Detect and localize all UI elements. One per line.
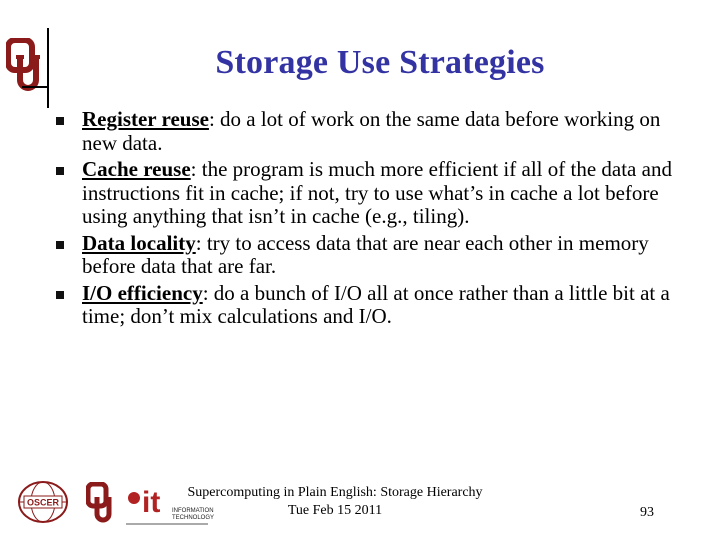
bullet-term: Cache reuse	[82, 157, 191, 181]
bullet-text: : the program is much more efficient if all of the data and instructions fit in cache; if not, try to use what’s in cache a lot before using anything that isn’t in cache (e.g., tiling).	[82, 157, 672, 228]
bullet-text: : try to access data that are near each other in memory before data that are far.	[82, 230, 649, 278]
bullet-term: Register reuse	[82, 107, 209, 131]
oscer-logo-icon	[16, 478, 70, 526]
bullet-marker-icon	[56, 241, 64, 249]
slide-title: Storage Use Strategies	[215, 44, 545, 81]
footer-date: Tue Feb 15 2011	[287, 503, 383, 518]
bullet-item	[52, 232, 672, 279]
bullet-marker-icon	[56, 291, 64, 299]
bullet-marker-icon	[56, 117, 64, 125]
bullet-item	[52, 282, 672, 329]
title-divider-horizontal	[22, 86, 49, 88]
bullet-marker-icon	[56, 167, 64, 175]
it-logo-sub1: INFORMATION	[172, 508, 214, 514]
bullet-item	[52, 108, 672, 155]
bullet-list	[52, 108, 672, 332]
bullet-term: Data locality	[82, 230, 196, 255]
oscer-logo-text: OSCER	[26, 497, 60, 508]
bullet-text: : do a bunch of I/O all at once rather than a little bit at a time; don’t mix calculations and I/O.	[82, 280, 670, 328]
bullet-term: I/O efficiency	[82, 280, 203, 305]
it-logo-sub2: TECHNOLOGY	[172, 515, 214, 521]
it-logo-text: it	[142, 486, 161, 519]
footer-caption	[182, 484, 488, 520]
bullet-text: : do a lot of work on the same data before working on new data.	[82, 107, 661, 155]
footer-title: Supercomputing in Plain English: Storage Hierarchy	[187, 485, 483, 500]
ou-small-logo-icon	[86, 482, 120, 526]
bullet-item	[52, 158, 672, 229]
page-number: 93	[640, 505, 654, 520]
